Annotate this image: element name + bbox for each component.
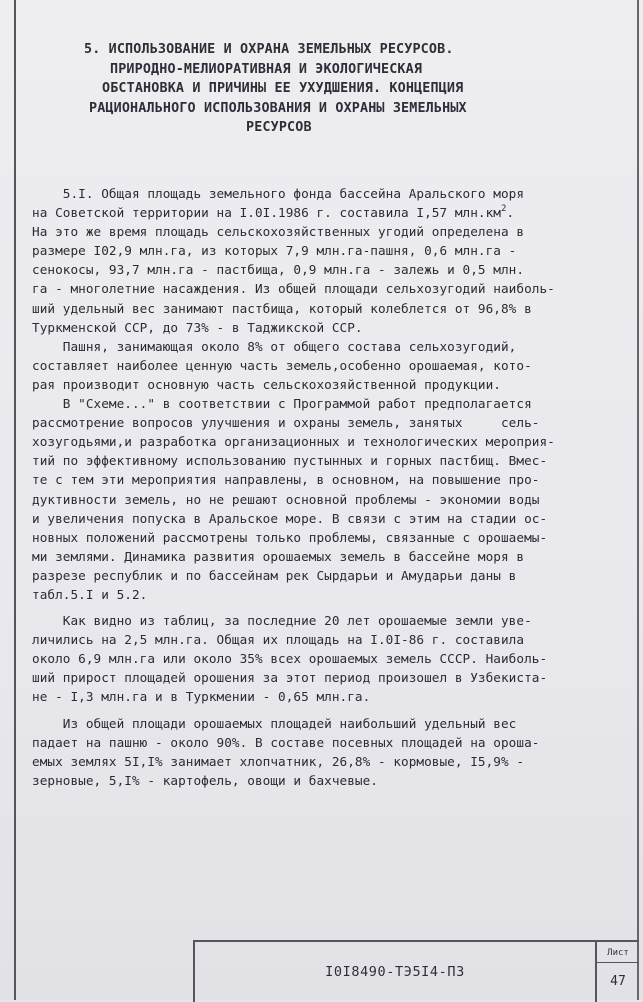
section-heading <box>60 40 580 138</box>
text-line: Пашня, занимающая около 8% от общего состава сельхозугодий, <box>32 338 517 354</box>
text-line: новных положений рассмотрены только проблемы, связанные с орошаемы- <box>32 529 548 545</box>
text-line: рая производит основную часть сельскохозяйственной продукции. <box>32 376 501 392</box>
heading-line: РАЦИОНАЛЬНОГО ИСПОЛЬЗОВАНИЯ И ОХРАНЫ ЗЕМЕЛЬНЫХ <box>89 100 467 116</box>
document-code: I0I8490-ТЭ5I4-ПЗ <box>325 964 465 980</box>
text-line: сенокосы, 93,7 млн.га - пастбища, 0,9 млн.га - залежь и 0,5 млн. <box>32 262 525 278</box>
sheet-label: Лист <box>597 944 639 963</box>
frame-right-border <box>637 0 639 1000</box>
text-span: . <box>506 205 515 221</box>
frame-left-border <box>14 0 16 1000</box>
text-line: разрезе республик и по бассейнам рек Сырдарьи и Амударьи даны в <box>32 567 517 583</box>
heading-line: РЕСУРСОВ <box>246 120 312 135</box>
text-line: ший прирост площадей орошения за этот период произошел в Узбекиста- <box>32 670 548 686</box>
text-line: личились на 2,5 млн.га. Общая их площадь на I.0I-86 г. составила <box>32 632 525 648</box>
heading-line: ОБСТАНОВКА И ПРИЧИНЫ ЕЕ УХУДШЕНИЯ. КОНЦЕПЦИЯ <box>102 81 464 96</box>
text-line: ми землями. Динамика развития орошаемых земель в бассейне моря в <box>32 548 525 564</box>
text-line: зерновые, 5,I% - картофель, овощи и бахчевые. <box>32 772 378 788</box>
text-span: на Советской территории на I.0I.1986 г. составила I,57 млн.км <box>32 205 501 221</box>
text-line: табл.5.I и 5.2. <box>32 586 148 602</box>
text-line: дуктивности земель, но не решают основной проблемы - экономии воды <box>32 491 540 507</box>
text-line: На это же время площадь сельскохозяйственных угодий определена в <box>32 224 525 240</box>
superscript: 2 <box>501 204 507 215</box>
text-line: те с тем эти мероприятия направлены, в основном, на повышение про- <box>32 472 540 488</box>
text-line: Как видно из таблиц, за последние 20 лет орошаемые земли уве- <box>32 613 532 629</box>
text-line: размере I02,9 млн.га, из которых 7,9 млн.га-пашня, 0,6 млн.га - <box>32 243 517 259</box>
text-line: тий по эффективному использованию пустынных и горных пастбищ. Вмес- <box>32 453 548 469</box>
sheet-number: 47 <box>610 974 626 989</box>
text-line: В "Схеме..." в соответствии с Программой работ предполагается <box>32 396 532 412</box>
text-line: емых землях 5I,I% занимает хлопчатник, 26,8% - кормовые, I5,9% - <box>32 753 525 769</box>
text-line: составляет наиболее ценную часть земель,особенно орошаемая, кото- <box>32 357 532 373</box>
text-line: рассмотрение вопросов улучшения и охраны земель, занятых сель- <box>32 415 540 431</box>
text-line: 5.I. Общая площадь земельного фонда бассейна Аральского моря <box>32 186 525 201</box>
text-line: около 6,9 млн.га или около 35% всех орошаемых земель СССР. Наиболь- <box>32 651 548 667</box>
text-line: Из общей площади орошаемых площадей наибольший удельный вес <box>32 715 517 731</box>
text-line: падает на пашню - около 90%. В составе посевных площадей на ороша- <box>32 734 540 750</box>
sheet-box <box>595 942 639 1002</box>
heading-line: 5. ИСПОЛЬЗОВАНИЕ И ОХРАНА ЗЕМЕЛЬНЫХ РЕСУРСОВ. <box>84 42 454 57</box>
text-line: ший удельный вес занимают пастбища, который колеблется от 96,8% в <box>32 300 532 316</box>
text-line <box>32 203 634 222</box>
text-line: Туркменской ССР, до 73% - в Таджикской ССР. <box>32 319 363 335</box>
title-block-stamp <box>193 940 639 1002</box>
text-line: не - I,3 млн.га и в Туркмении - 0,65 млн.га. <box>32 689 371 705</box>
text-line: га - многолетние насаждения. Из общей площади сельхозугодий наиболь- <box>32 281 555 297</box>
heading-line: ПРИРОДНО-МЕЛИОРАТИВНАЯ И ЭКОЛОГИЧЕСКАЯ <box>110 61 423 77</box>
text-line: хозугодьями,и разработка организационных и технологических мероприя- <box>32 434 555 450</box>
body-text <box>32 184 634 790</box>
text-line: и увеличения попуска в Аральское море. В связи с этим на стадии ос- <box>32 510 548 526</box>
